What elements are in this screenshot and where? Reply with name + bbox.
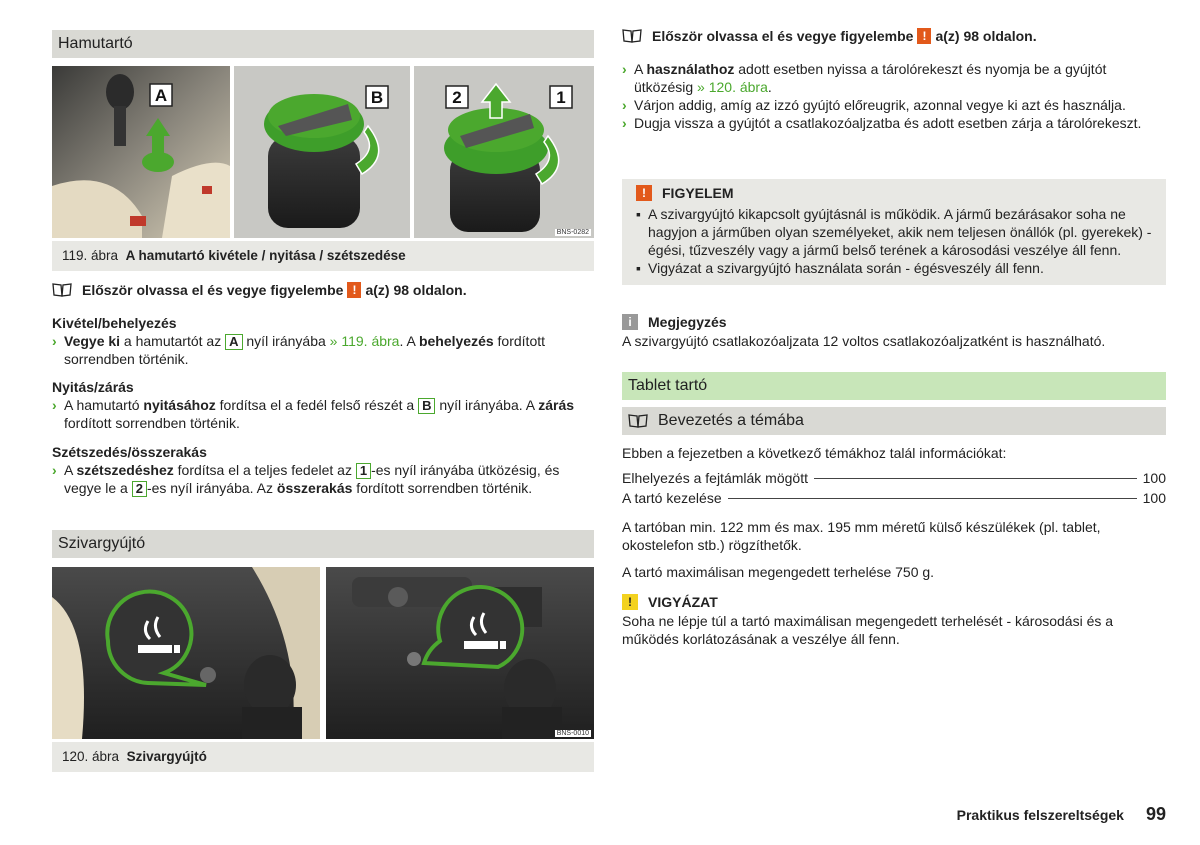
caption-title: A hamutartó kivétele / nyitása / szétszedése — [125, 248, 406, 263]
section-title-szivargyujto: Szivargyújtó — [52, 530, 594, 558]
kivetel-t4: . A — [399, 333, 419, 349]
arrow-icon: › — [52, 397, 57, 413]
szet-t2: szétszedéshez — [76, 462, 174, 478]
nyitas-block — [52, 378, 594, 432]
warning-box — [622, 179, 1166, 285]
intro-text: Ebben a fejezetben a következő témákhoz talál információkat: — [622, 445, 1007, 461]
warning-item — [636, 259, 1152, 277]
section-title-intro — [622, 407, 1166, 435]
book-icon — [52, 283, 72, 297]
warning-item-text: A szivargyújtó kikapcsolt gyújtásnál is működik. A jármű bezárásakor soha ne hagyjon a járműben olyan személyeket, akik nem teljesen önállók (pl. gyerekek) - égési, tűzveszély vagy a jármű belső terének a károsodási veszélye áll fenn. — [648, 206, 1152, 258]
nyitas-t5: zárás — [538, 397, 575, 413]
label-box-a: A — [225, 334, 242, 350]
nyitas-t2: nyitásához — [143, 397, 216, 413]
toc-label: A tartó kezelése — [622, 490, 722, 506]
load-paragraph: A tartó maximálisan megengedett terhelése 750 g. — [622, 564, 935, 580]
caption-number: 119. ábra — [62, 248, 119, 263]
szet-t1: A — [64, 462, 77, 478]
warning-item-text: Vigyázat a szivargyújtó használata során - égésveszély áll fenn. — [648, 260, 1044, 276]
warning-item — [636, 205, 1152, 259]
kivetel-heading: Kivétel/behelyezés — [52, 315, 177, 331]
szet-t7: fordított sorrendben történik. — [352, 480, 533, 496]
cigarette-lighter-illustration — [52, 567, 594, 739]
section-title-hamutarto: Hamutartó — [52, 30, 594, 58]
szetszedes-heading: Szétszedés/összerakás — [52, 444, 207, 460]
nyitas-t6: fordított sorrendben történik. — [64, 415, 240, 431]
square-bullet-icon: ▪ — [636, 260, 641, 276]
label-2: 2 — [452, 88, 462, 107]
arrow-icon: › — [622, 97, 627, 113]
caption-title: Szivargyújtó — [126, 749, 207, 764]
book-icon — [628, 414, 648, 428]
section-title-tablet: Tablet tartó — [622, 372, 1166, 400]
toc-row[interactable] — [622, 468, 1166, 488]
warning-icon: ! — [347, 282, 361, 298]
size-paragraph: A tartóban min. 122 mm és max. 195 mm méretű külső készülékek (pl. tablet, okostelefon stb.) rögzíthetők. — [622, 519, 1101, 553]
read-first-page: a(z) 98 oldalon. — [935, 28, 1037, 44]
toc-leader — [728, 498, 1137, 499]
toc-page: 100 — [1142, 470, 1166, 486]
step1-c: adott esetben nyissa a tárolórekeszt és nyomja be a gyújtót ütközésig — [634, 61, 1107, 95]
szet-t3: fordítsa el a teljes fedelet az — [173, 462, 356, 478]
label-box-b: B — [418, 398, 435, 414]
intro-title: Bevezetés a témába — [658, 412, 804, 429]
arrow-icon: › — [622, 115, 627, 131]
warning-icon: ! — [636, 185, 652, 201]
step-3 — [622, 114, 1166, 132]
arrow-icon: › — [52, 462, 57, 478]
note-title-row — [622, 314, 1166, 330]
step2-text: Várjon addig, amíg az izzó gyújtó előreugrik, azonnal vegye ki azt és használja. — [634, 97, 1126, 113]
arrow-icon: › — [622, 61, 627, 77]
read-first-page: a(z) 98 oldalon. — [365, 282, 467, 298]
note-text: A szivargyújtó csatlakozóaljzata 12 voltos csatlakozóaljzatként is használható. — [622, 333, 1106, 349]
toc-list — [622, 468, 1166, 508]
read-first-notice — [622, 28, 1166, 44]
caution-title-row — [622, 594, 1166, 610]
info-icon: i — [622, 314, 638, 330]
kivetel-step — [52, 332, 594, 368]
note-title: Megjegyzés — [648, 314, 727, 330]
step3-text: Dugja vissza a gyújtót a csatlakozóaljzatba és adott esetben zárja a tárolórekeszt. — [634, 115, 1142, 131]
caution-title: VIGYÁZAT — [648, 594, 718, 610]
szetszedes-block — [52, 443, 594, 497]
kivetel-t1: Vegye ki — [64, 333, 121, 349]
kivetel-t5: behelyezés — [418, 333, 494, 349]
kivetel-t6: fordított sorrendben történik. — [64, 333, 546, 367]
page-footer — [957, 804, 1166, 825]
figure-119-caption — [52, 241, 594, 271]
kivetel-t2: a hamutartót az — [120, 333, 226, 349]
label-box-1: 1 — [356, 463, 371, 479]
usage-steps — [622, 60, 1166, 132]
kivetel-block — [52, 314, 594, 368]
nyitas-t4: nyíl irányába. A — [435, 397, 539, 413]
szet-t6: összerakás — [276, 480, 353, 496]
nyitas-step — [52, 396, 594, 432]
step1-a: A — [634, 61, 647, 77]
caution-icon: ! — [622, 594, 638, 610]
toc-leader — [814, 478, 1137, 479]
footer-chapter-title: Praktikus felszereltségek — [956, 807, 1124, 823]
nyitas-t3: fordítsa el a fedél felső részét a — [215, 397, 419, 413]
toc-row[interactable] — [622, 488, 1166, 508]
read-first-notice — [52, 282, 594, 298]
label-b: B — [370, 88, 384, 107]
square-bullet-icon: ▪ — [636, 206, 641, 222]
read-first-text: Először olvassa el és vegye figyelembe — [82, 282, 344, 298]
nyitas-heading: Nyitás/zárás — [52, 379, 134, 395]
toc-label: Elhelyezés a fejtámlák mögött — [622, 470, 808, 486]
label-a: A — [154, 86, 168, 105]
figure-120 — [52, 567, 594, 739]
caution-block — [622, 594, 1166, 648]
read-first-text: Először olvassa el és vegye figyelembe — [652, 28, 914, 44]
warning-title: FIGYELEM — [662, 185, 734, 201]
figure-link[interactable]: » 119. ábra — [329, 333, 400, 349]
warning-icon: ! — [917, 28, 931, 44]
szet-t4: -es nyíl irányába ütközésig, és vegye le a — [64, 462, 560, 496]
figure-link[interactable]: » 120. ábra — [697, 79, 768, 95]
figure-code: BNS-0010 — [556, 730, 589, 737]
ashtray-illustration — [52, 66, 594, 238]
label-1: 1 — [556, 88, 566, 107]
toc-page: 100 — [1142, 490, 1166, 506]
caution-text: Soha ne lépje túl a tartó maximálisan megengedett terhelését - károsodási és a működés korlátozásának a veszélye áll fenn. — [622, 613, 1114, 647]
step-1 — [622, 60, 1166, 96]
step1-d: . — [767, 79, 772, 95]
szetszedes-step — [52, 461, 594, 497]
kivetel-t3: nyíl irányába — [242, 333, 330, 349]
arrow-icon: › — [52, 333, 57, 349]
step-2 — [622, 96, 1166, 114]
caption-number: 120. ábra — [62, 749, 120, 764]
figure-120-caption — [52, 742, 594, 772]
note-block — [622, 314, 1166, 350]
step1-b: használathoz — [646, 61, 735, 77]
figure-code: BNS-0282 — [556, 229, 589, 236]
label-box-2: 2 — [132, 481, 147, 497]
szet-t5: -es nyíl irányába. Az — [146, 480, 277, 496]
nyitas-t1: A hamutartó — [64, 397, 144, 413]
warning-title-row — [636, 185, 1152, 201]
book-icon — [622, 29, 642, 43]
figure-119 — [52, 66, 594, 238]
page-number: 99 — [1145, 804, 1166, 824]
